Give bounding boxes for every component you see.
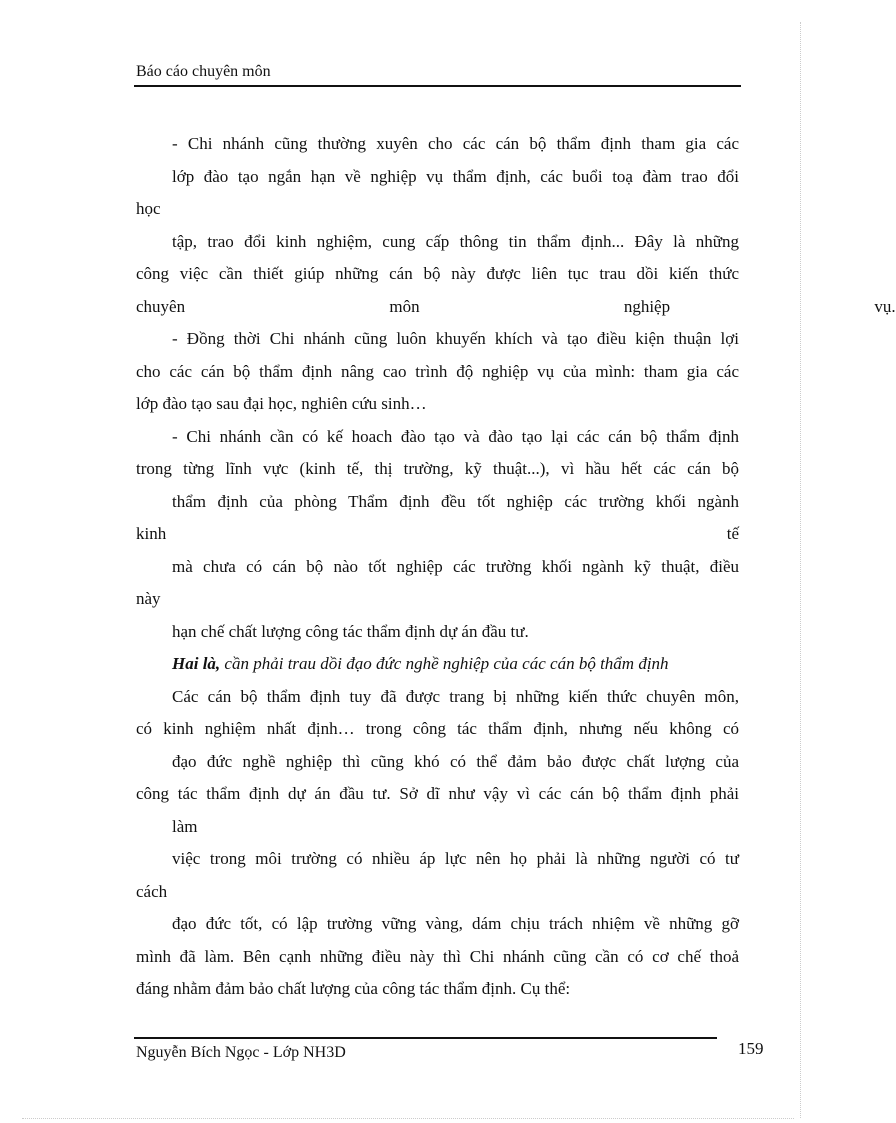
page-edge-right [800, 22, 801, 1118]
page-header-title: Báo cáo chuyên môn [136, 63, 271, 80]
text-line: trong từng lĩnh vực (kinh tế, thị trường, kỹ thuật...), vì hầu hết các cán bộ [136, 459, 739, 478]
page-number: 159 [738, 1039, 764, 1058]
text-line: việc trong môi trường có nhiều áp lực nên họ phải là những người có tư [172, 849, 739, 868]
text-line: chuyên môn nghiệp vụ. [136, 296, 896, 316]
footer-divider [134, 1037, 717, 1039]
text-line: đạo đức nghề nghiệp thì cũng khó có thể đảm bảo được chất lượng của [172, 751, 739, 771]
text-line: đạo đức tốt, có lập trường vững vàng, dám chịu trách nhiệm về những gỡ [172, 914, 739, 933]
document-body [136, 128, 896, 1006]
section-lead: Hai là, [172, 654, 221, 673]
text-line: hạn chế chất lượng công tác thẩm định dự án đầu tư. [172, 621, 529, 641]
text-line: mà chưa có cán bộ nào tốt nghiệp các trường khối ngành kỹ thuật, điều [172, 556, 739, 576]
footer-author: Nguyễn Bích Ngọc - Lớp NH3D [136, 1044, 346, 1061]
text-line: công việc cần thiết giúp những cán bộ này được liên tục trau dồi kiến thức [136, 264, 739, 283]
text-line: lớp đào tạo sau đại học, nghiên cứu sinh… [136, 394, 427, 413]
text-line: - Chi nhánh cần có kế hoach đào tạo và đào tạo lại các cán bộ thẩm định [172, 426, 739, 446]
text-line: cách [136, 881, 168, 901]
text-line: lớp đào tạo ngắn hạn về nghiệp vụ thẩm định, các buổi toạ đàm trao đổi [172, 166, 739, 186]
text-line: đáng nhằm đảm bảo chất lượng của công tác thẩm định. Cụ thể: [136, 979, 571, 998]
text-line: làm [172, 816, 198, 836]
text-line: thẩm định của phòng Thẩm định đều tốt nghiệp các trường khối ngành [172, 491, 739, 511]
text-line: này [136, 589, 161, 608]
text-line: - Đồng thời Chi nhánh cũng luôn khuyến khích và tạo điều kiện thuận lợi [172, 329, 739, 348]
text-line: - Chi nhánh cũng thường xuyên cho các cán bộ thẩm định tham gia các [172, 134, 739, 153]
text-line: kinh tế [136, 524, 739, 543]
text-line: cho các cán bộ thẩm định nâng cao trình độ nghiệp vụ của mình: tham gia các [136, 361, 739, 381]
section-heading [136, 648, 739, 681]
section-heading-text: cần phải trau dồi đạo đức nghề nghiệp của các cán bộ thẩm định [224, 654, 669, 673]
text-line: học [136, 199, 161, 218]
text-line: mình đã làm. Bên cạnh những điều này thì Chi nhánh cũng cần có cơ chế thoả [136, 946, 739, 966]
page-edge-bottom [22, 1118, 794, 1119]
text-line: tập, trao đổi kinh nghiệm, cung cấp thông tin thẩm định... Đây là những [172, 231, 739, 251]
text-line: công tác thẩm định dự án đầu tư. Sở dĩ như vậy vì các cán bộ thẩm định phải [136, 784, 739, 803]
header-divider [134, 85, 741, 87]
text-line: có kinh nghiệm nhất định… trong công tác thẩm định, nhưng nếu không có [136, 719, 739, 738]
text-line: Các cán bộ thẩm định tuy đã được trang bị những kiến thức chuyên môn, [172, 686, 739, 706]
